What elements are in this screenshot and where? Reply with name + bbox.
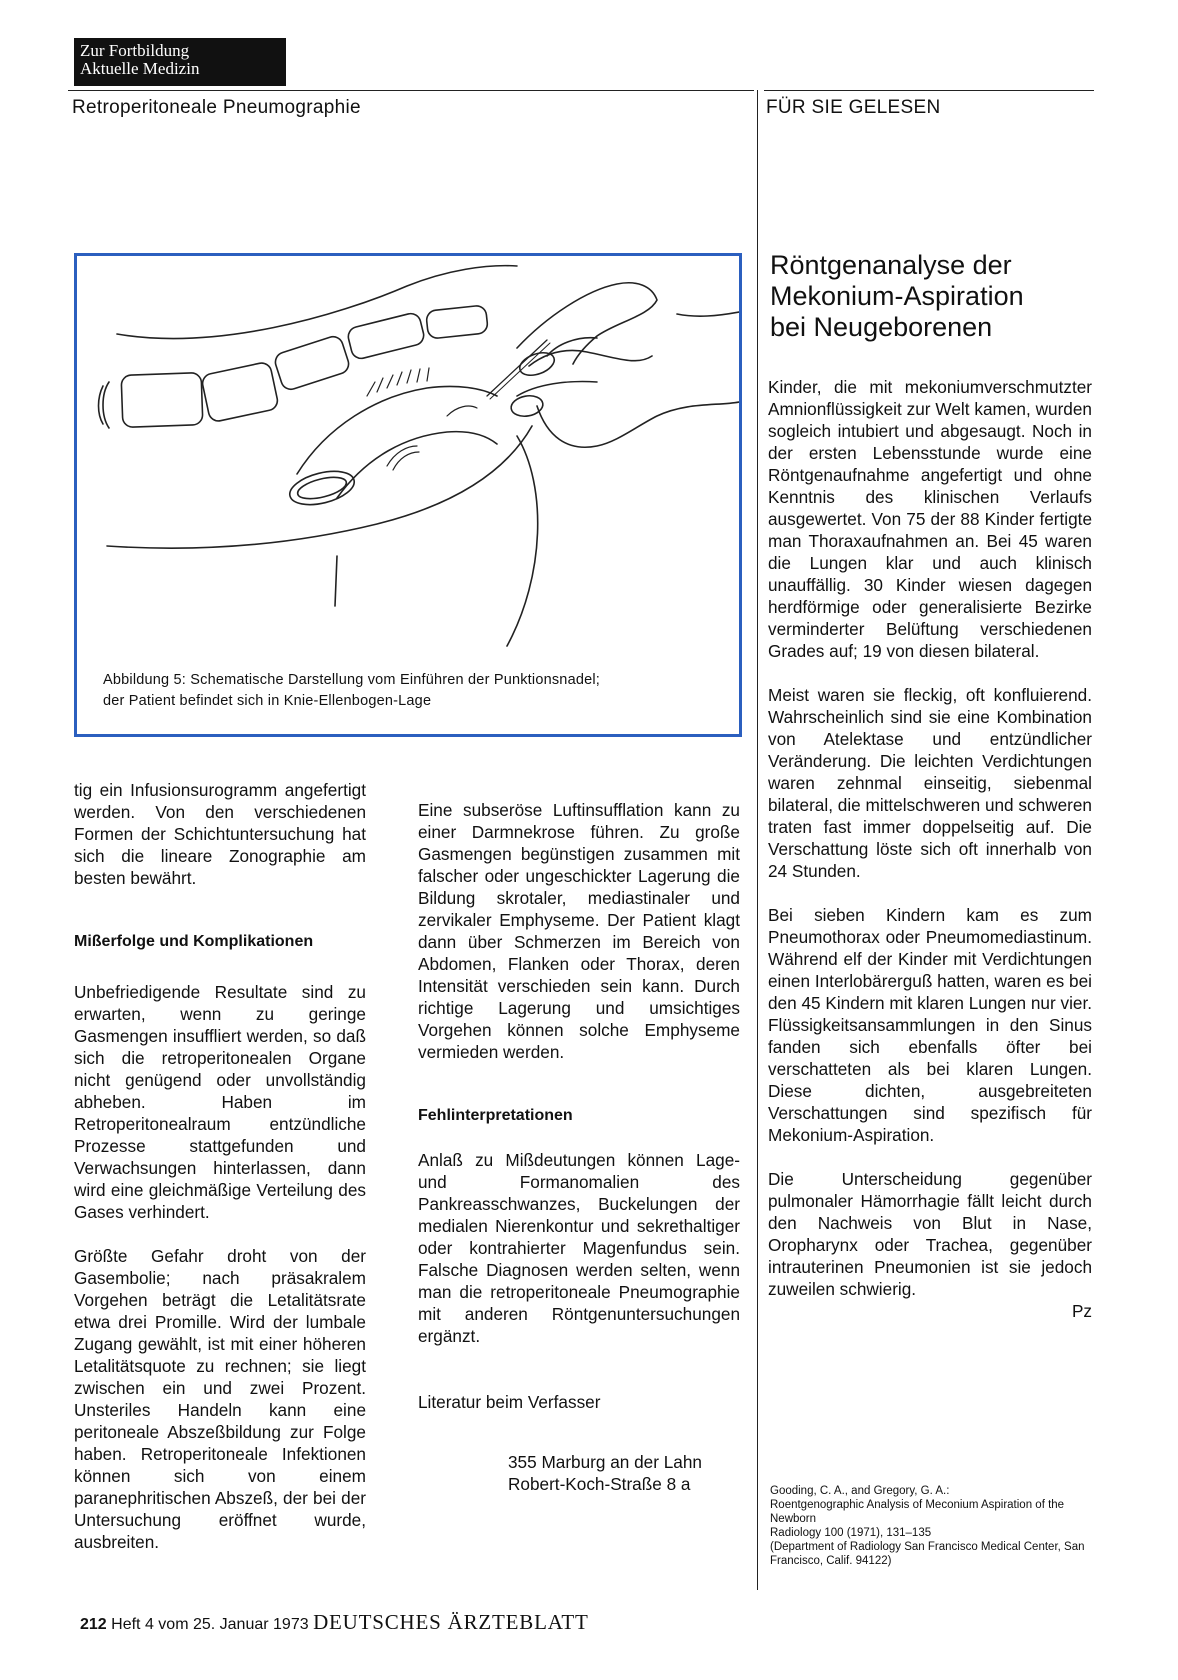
running-title-left: Retroperitoneale Pneumographie — [72, 97, 361, 118]
col2-heading: Fehlinterpretationen — [418, 1107, 573, 1124]
reference-title: Roentgenographic Analysis of Meconium Aspiration of the Newborn — [770, 1499, 1065, 1525]
column-3 — [768, 376, 1092, 1322]
reference-authors: Gooding, C. A., and Gregory, G. A.: — [770, 1485, 950, 1497]
article-signature: Pz — [1071, 1301, 1092, 1321]
column-1 — [74, 779, 366, 1553]
headline-line-3: bei Neugeborenen — [770, 312, 993, 342]
author-address — [508, 1451, 740, 1495]
col3-paragraph-4: Die Unterscheidung gegenüber pulmonaler Hämorrhagie fällt leicht durch den Nachweis von Blut in Nase, Oropharynx oder Trachea, gegenüber intrauterinen Pneumonien ist sie jedoch zuweilen schwierig. — [768, 1169, 1092, 1299]
running-title-right: FÜR SIE GELESEN — [766, 97, 941, 118]
column-2 — [418, 799, 740, 1495]
headline-line-2: Mekonium-Aspiration — [770, 281, 1024, 311]
col1-heading: Mißerfolge und Komplikationen — [74, 933, 314, 950]
header-rule-right — [764, 90, 1094, 91]
reference-institution: (Department of Radiology San Francisco Medical Center, San Francisco, Calif. 94122) — [770, 1541, 1085, 1567]
reference — [770, 1484, 1092, 1568]
col2-literature-note: Literatur beim Verfasser — [418, 1392, 601, 1412]
address-line-1: 355 Marburg an der Lahn — [508, 1452, 702, 1472]
address-line-2: Robert-Koch-Straße 8 a — [508, 1474, 691, 1494]
col2-paragraph-1: Eine subseröse Luftinsufflation kann zu einer Darmnekrose führen. Zu große Gasmengen begünstigen zusammen mit falscher oder ungeschickter Lagerung die Bildung skrotaler, mediastinaler und zervikaler Emphyseme. Der Patient klagt dann über Schmerzen im Bereich von Abdomen, Flanken oder Thorax, deren Intensität verschieden sein kann. Durch richtige Lagerung und umsichtiges Vorgehen können solche Emphyseme vermieden werden. — [418, 800, 740, 1062]
figure-caption-line-2: der Patient befindet sich in Knie-Ellenbogen-Lage — [103, 693, 432, 709]
page-footer — [80, 1610, 589, 1635]
article-headline — [770, 250, 1100, 343]
col3-paragraph-3: Bei sieben Kindern kam es zum Pneumothorax oder Pneumomediastinum. Während elf der Kinder mit Verdichtungen einen Interlobärerguß hatten, waren es bei den 45 Kindern mit klaren Lungen nur vier. Flüssigkeitsansammlungen in den Sinus fanden sich ebenfalls öfter bei verschatteten als bei klaren Lungen. Diese dichten, ausgebreiteten Verschattungen sind spezifisch für Mekonium-Aspiration. — [768, 905, 1092, 1145]
column-divider — [757, 90, 758, 1590]
col1-paragraph-1: tig ein Infusionsurogramm angefertigt werden. Von den verschiedenen Formen der Schichtuntersuchung hat sich die lineare Zonographie am besten bewährt. — [74, 780, 366, 888]
rubric-line-2: Aktuelle Medizin — [80, 59, 200, 78]
magazine-name: DEUTSCHES ÄRZTEBLATT — [313, 1610, 589, 1634]
rubric-line-1: Zur Fortbildung — [80, 41, 190, 60]
figure-caption-line-1: Abbildung 5: Schematische Darstellung vom Einführen der Punktionsnadel; — [103, 672, 601, 688]
col1-paragraph-3: Größte Gefahr droht von der Gasembolie; nach präsakralem Vorgehen beträgt die Letalitätsrate etwa drei Promille. Wird der lumbale Zugang gewählt, ist mit einer höheren Letalitätsquote zu rechnen; sie liegt zwischen ein und zwei Prozent. Unsteriles Handeln kann eine peritoneale Abszeßbildung zur Folge haben. Retroperitoneale Infektionen können sich von einem paranephritischen Abszeß, der bei der Untersuchung eröffnet wurde, ausbreiten. — [74, 1246, 366, 1552]
reference-journal: Radiology 100 (1971), 131–135 — [770, 1527, 932, 1539]
page-number: 212 — [80, 1616, 107, 1633]
col2-paragraph-2: Anlaß zu Mißdeutungen können Lage- und Formanomalien des Pankreasschwanzes, Buckelungen der medialen Nierenkontur und sekrethaltiger oder kontrahierter Magenfundus sein. Falsche Diagnosen werden selten, wenn man die retroperitoneale Pneumographie mit anderen Röntgenuntersuchungen ergänzt. — [418, 1150, 740, 1346]
header-rule-left — [68, 90, 754, 91]
figure-5 — [74, 253, 742, 737]
issue-info: Heft 4 vom 25. Januar 1973 — [111, 1616, 309, 1633]
col1-paragraph-2: Unbefriedigende Resultate sind zu erwarten, wenn zu geringe Gasmengen insuffliert werden, so daß sich die retroperitonealen Organe nicht genügend oder unvollständig abheben. Haben im Retroperitonealraum entzündliche Prozesse stattgefunden und Verwachsungen hinterlassen, dann wird eine gleichmäßige Verteilung des Gases verhindert. — [74, 982, 366, 1222]
col3-paragraph-1: Kinder, die mit mekoniumverschmutzter Amnionflüssigkeit zur Welt kamen, wurden sogleich intubiert und abgesaugt. Noch in der ersten Lebensstunde wurde eine Röntgenaufnahme angefertigt und ohne Kenntnis des klinischen Verlaufs ausgewertet. Von 75 der 88 Kinder fertigte man Thoraxaufnahmen an. Bei 45 waren die Lungen klar und auch klinisch unauffällig. 30 Kinder wiesen dagegen herdförmige oder generalisierte Bezirke verminderter Belüftung verschiedenen Grades auf; 19 von diesen bilateral. — [768, 377, 1092, 661]
headline-line-1: Röntgenanalyse der — [770, 250, 1012, 280]
col3-paragraph-2: Meist waren sie fleckig, oft konfluierend. Wahrscheinlich sind sie eine Kombination von Atelektase und entzündlicher Veränderung. Die leichten Verdichtungen waren zehnmal einseitig, siebenmal bilateral, die mittelschweren und schweren traten fast immer doppelseitig auf. Die Verschattung löste sich oft innerhalb von 24 Stunden. — [768, 685, 1092, 881]
section-rubric — [74, 38, 286, 86]
figure-illustration — [77, 256, 739, 734]
figure-caption — [103, 670, 723, 712]
